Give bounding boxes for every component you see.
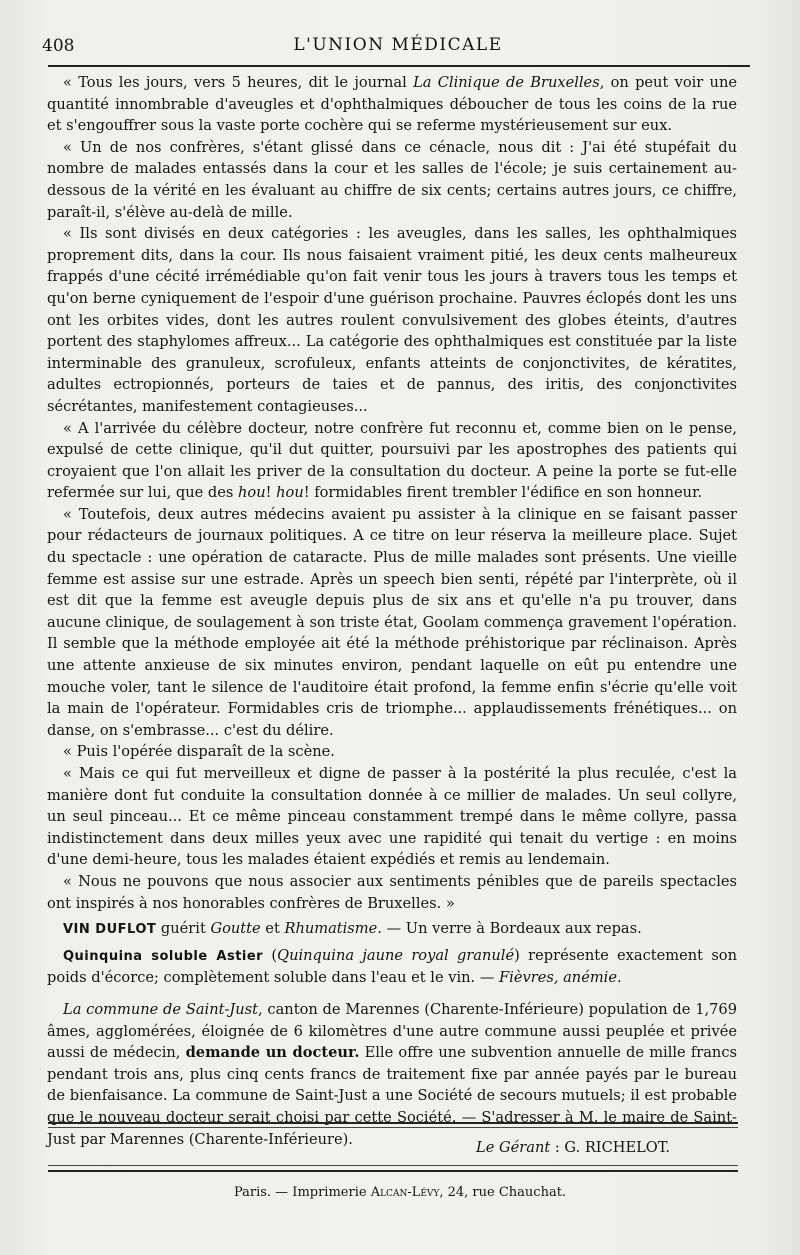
footer-rule-1 (48, 1122, 738, 1124)
ad-brand-astier: Quinquina soluble Astier (63, 948, 264, 964)
footer-rule-3 (48, 1165, 738, 1166)
gerant-signature: Le Gérant : G. RICHELOT. (476, 1139, 670, 1156)
paragraph-7: « Mais ce qui fut merveilleux et digne de passer à la postérité la plus reculée, c'est la manière dont fut conduite la consultation donnée à ce millier de malades. Un seul collyre, un seul pinceau... Et ce même pinceau constamment trempé dans le même collyre, passa indistinctement dans deux milles yeux avec une rapidité qui tenait du vertige : en moins d'une demi-heure, tous les malades étaient expédiés et remis au lendemain. (47, 765, 737, 869)
ad-quinquina-astier: Quinquina soluble Astier (Quinquina jaune royal granulé) représente exactement son poids d'écorce; complètement soluble dans l'eau et le vin. — Fièvres, anémie. (47, 946, 737, 987)
paragraph-2: « Un de nos confrères, s'étant glissé dans ce cénacle, nous dit : J'ai été stupéfait du nombre de malades entassés dans la cour et les salles de l'école; je suis certainement au-dessous de la vérité en les évaluant au chiffre de six cents; certains autres jours, ce chiffre, paraît-il, s'élève au-delà de mille. (47, 138, 737, 221)
ad-brand-duflot: VIN DUFLOT (63, 922, 157, 938)
journal-name: La Clinique de Bruxelles (413, 74, 600, 91)
ad-vin-duflot: VIN DUFLOT guérit Goutte et Rhumatisme. — Un verre à Bordeaux aux repas. (63, 920, 642, 938)
footer-rule-2 (48, 1127, 738, 1128)
page-header (40, 30, 756, 60)
notice-saint-just: La commune de Saint-Just, canton de Marennes (Charente-Inférieure) population de 1,769 âmes, agglomérées, éloignée de 6 kilomètres d'une autre commune aussi peuplée et privée aussi de médecin, demande un docteur. Elle offre une subvention annuelle de mille francs pendant trois ans, plus cinq cents francs de traitement fixe par année payés par le bureau de bienfaisance. La commune de Saint-Just a une Société de secours mutuels; il est probable que le nouveau docteur serait choisi par cette Société. — S'adresser à M. le maire de Saint-Just par Marennes (Charente-Inférieure). (47, 1000, 737, 1148)
paragraph-4: « A l'arrivée du célèbre docteur, notre confrère fut reconnu et, comme bien on le pense, expulsé de cette clinique, qu'il dut quitter, poursuivi par les apostrophes des patients qui croyaient que l'on allait les priver de la consultation du docteur. A peine la porte se fut-elle refermée sur lui, que des hou! hou! formidables firent trembler l'édifice en son honneur. (47, 419, 737, 502)
paragraph-5: « Toutefois, deux autres médecins avaient pu assister à la clinique en se faisant passer pour rédacteurs de journaux politiques. A ce titre on leur réserva la meilleure place. Sujet du spectacle : une opération de cataracte. Plus de mille malades sont présents. Une vieille femme est assise sur une estrade. Après un speech bien senti, répété par l'interprète, où il est dit que la femme est aveugle depuis plus de six ans et qu'elle n'a pu trouver, dans aucune clinique, de soulagement à son triste état, Goolam commença gravement l'opération. Il semble que la méthode employée ait été la méthode préhistorique par réclinaison. Après une attente anxieuse de six minutes environ, pendant laquelle on eût pu entendre une mouche voler, tant le silence de l'auditoire était profond, la femme enfin s'écrie qu'elle voit la main de l'opérateur. Formidables cris de triomphe... applaudissements frénétiques... on danse, on s'embrasse... c'est du délire. (47, 505, 737, 739)
paragraph-3: « Ils sont divisés en deux catégories : les aveugles, dans les salles, les ophthalmiques proprement dits, dans la cour. Ils nous faisaient vraiment pitié, les deux cents malheureux frappés d'une cécité irrémédiable qu'on fait venir tous les jours à travers tous les temps et qu'on berne cyniquement de l'espoir d'une guérison prochaine. Pauvres éclopés dont les uns ont les orbites vides, dont les autres roulent convulsivement des globes éteints, d'autres portent des staphylomes affreux... La catégorie des ophthalmiques est constituée par la liste interminable des granuleux, scrofuleux, enfants atteints de conjonctivites, de kératites, adultes ectropionnés, porteurs de taies et de pannus, des iritis, des conjonctivites sécrétantes, manifestement contagieuses... (47, 225, 737, 415)
journal-title: L'UNION MÉDICALE (293, 35, 503, 55)
paragraph-1: « Tous les jours, vers 5 heures, dit le journal La Clinique de Bruxelles, on peut voir une quantité innombrable d'aveugles et d'ophthalmiques déboucher de tous les coins de la rue et s'engouffrer sous la vaste porte cochère qui se referme mystérieusement sur eux. (47, 74, 737, 135)
header-rule (48, 65, 750, 67)
page-number: 408 (42, 36, 75, 56)
printer-imprint: Paris. — Imprimerie Alcan-Lévy, 24, rue Chauchat. (233, 1185, 567, 1200)
article-body (47, 72, 737, 1150)
paragraph-8: « Nous ne pouvons que nous associer aux sentiments pénibles que de pareils spectacles ont inspirés à nos honorables confrères de Bruxelles. » (47, 872, 737, 912)
footer-rule-4 (48, 1170, 738, 1172)
paragraph-6: « Puis l'opérée disparaît de la scène. (63, 743, 335, 761)
